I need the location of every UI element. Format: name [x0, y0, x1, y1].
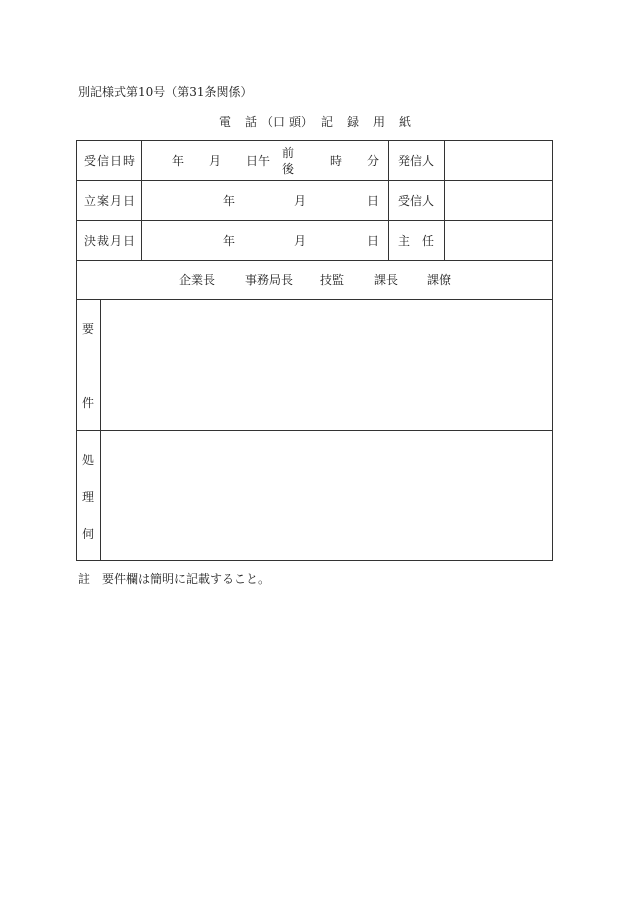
title-char: 録	[347, 115, 360, 129]
am-marker: 前	[282, 146, 295, 160]
row-divider	[76, 299, 553, 300]
received-year-unit: 年	[172, 154, 185, 168]
row-divider	[76, 260, 553, 261]
minute-unit: 分	[367, 154, 380, 168]
received-month-unit: 月	[209, 154, 222, 168]
title-char: 紙	[399, 115, 412, 129]
column-divider	[388, 140, 389, 260]
approval-date-label: 決裁月日	[84, 234, 137, 248]
received-day-unit: 日午	[246, 154, 271, 168]
form-reference: 別記様式第10号（第31条関係）	[78, 85, 253, 99]
handling-label-char: 理	[82, 490, 95, 504]
draft-date-label: 立案月日	[84, 194, 137, 208]
approver-chief-engineer: 技監	[320, 273, 345, 287]
approver-secretary-general: 事務局長	[245, 273, 294, 287]
receiver-label: 受信人	[398, 194, 435, 208]
column-divider	[100, 299, 101, 561]
approval-year-unit: 年	[223, 234, 236, 248]
draft-day-unit: 日	[367, 194, 380, 208]
draft-month-unit: 月	[294, 194, 307, 208]
title-char: 用	[373, 115, 386, 129]
title-char: 電	[218, 115, 231, 129]
column-divider	[141, 140, 142, 260]
approver-section-staff: 課僚	[427, 273, 452, 287]
summary-label-bottom: 件	[82, 396, 95, 410]
hour-unit: 時	[330, 154, 343, 168]
title-char: 記	[321, 115, 334, 129]
received-datetime-label: 受信日時	[84, 154, 137, 168]
row-divider	[76, 220, 553, 221]
handling-label-char: 伺	[82, 527, 95, 541]
approval-month-unit: 月	[294, 234, 307, 248]
summary-label-top: 要	[82, 322, 95, 336]
form-title	[0, 113, 630, 130]
chief-field[interactable]	[450, 223, 548, 257]
summary-field[interactable]	[104, 303, 548, 425]
handling-label-char: 処	[82, 453, 95, 467]
row-divider	[76, 430, 553, 431]
column-divider	[444, 140, 445, 260]
receiver-field[interactable]	[450, 183, 548, 217]
approver-section-chief: 課長	[374, 273, 399, 287]
title-char: 話	[244, 115, 257, 129]
draft-year-unit: 年	[223, 194, 236, 208]
approval-day-unit: 日	[367, 234, 380, 248]
handling-field[interactable]	[104, 434, 548, 556]
sender-field[interactable]	[450, 143, 548, 177]
row-divider	[76, 180, 553, 181]
pm-marker: 後	[282, 162, 295, 176]
chief-label: 主 任	[398, 234, 435, 248]
title-char: 頭）	[288, 115, 313, 129]
sender-label: 発信人	[398, 154, 435, 168]
title-char: （口	[260, 115, 285, 129]
form-note: 註 要件欄は簡明に記載すること。	[78, 572, 271, 586]
approver-company-head: 企業長	[179, 273, 216, 287]
